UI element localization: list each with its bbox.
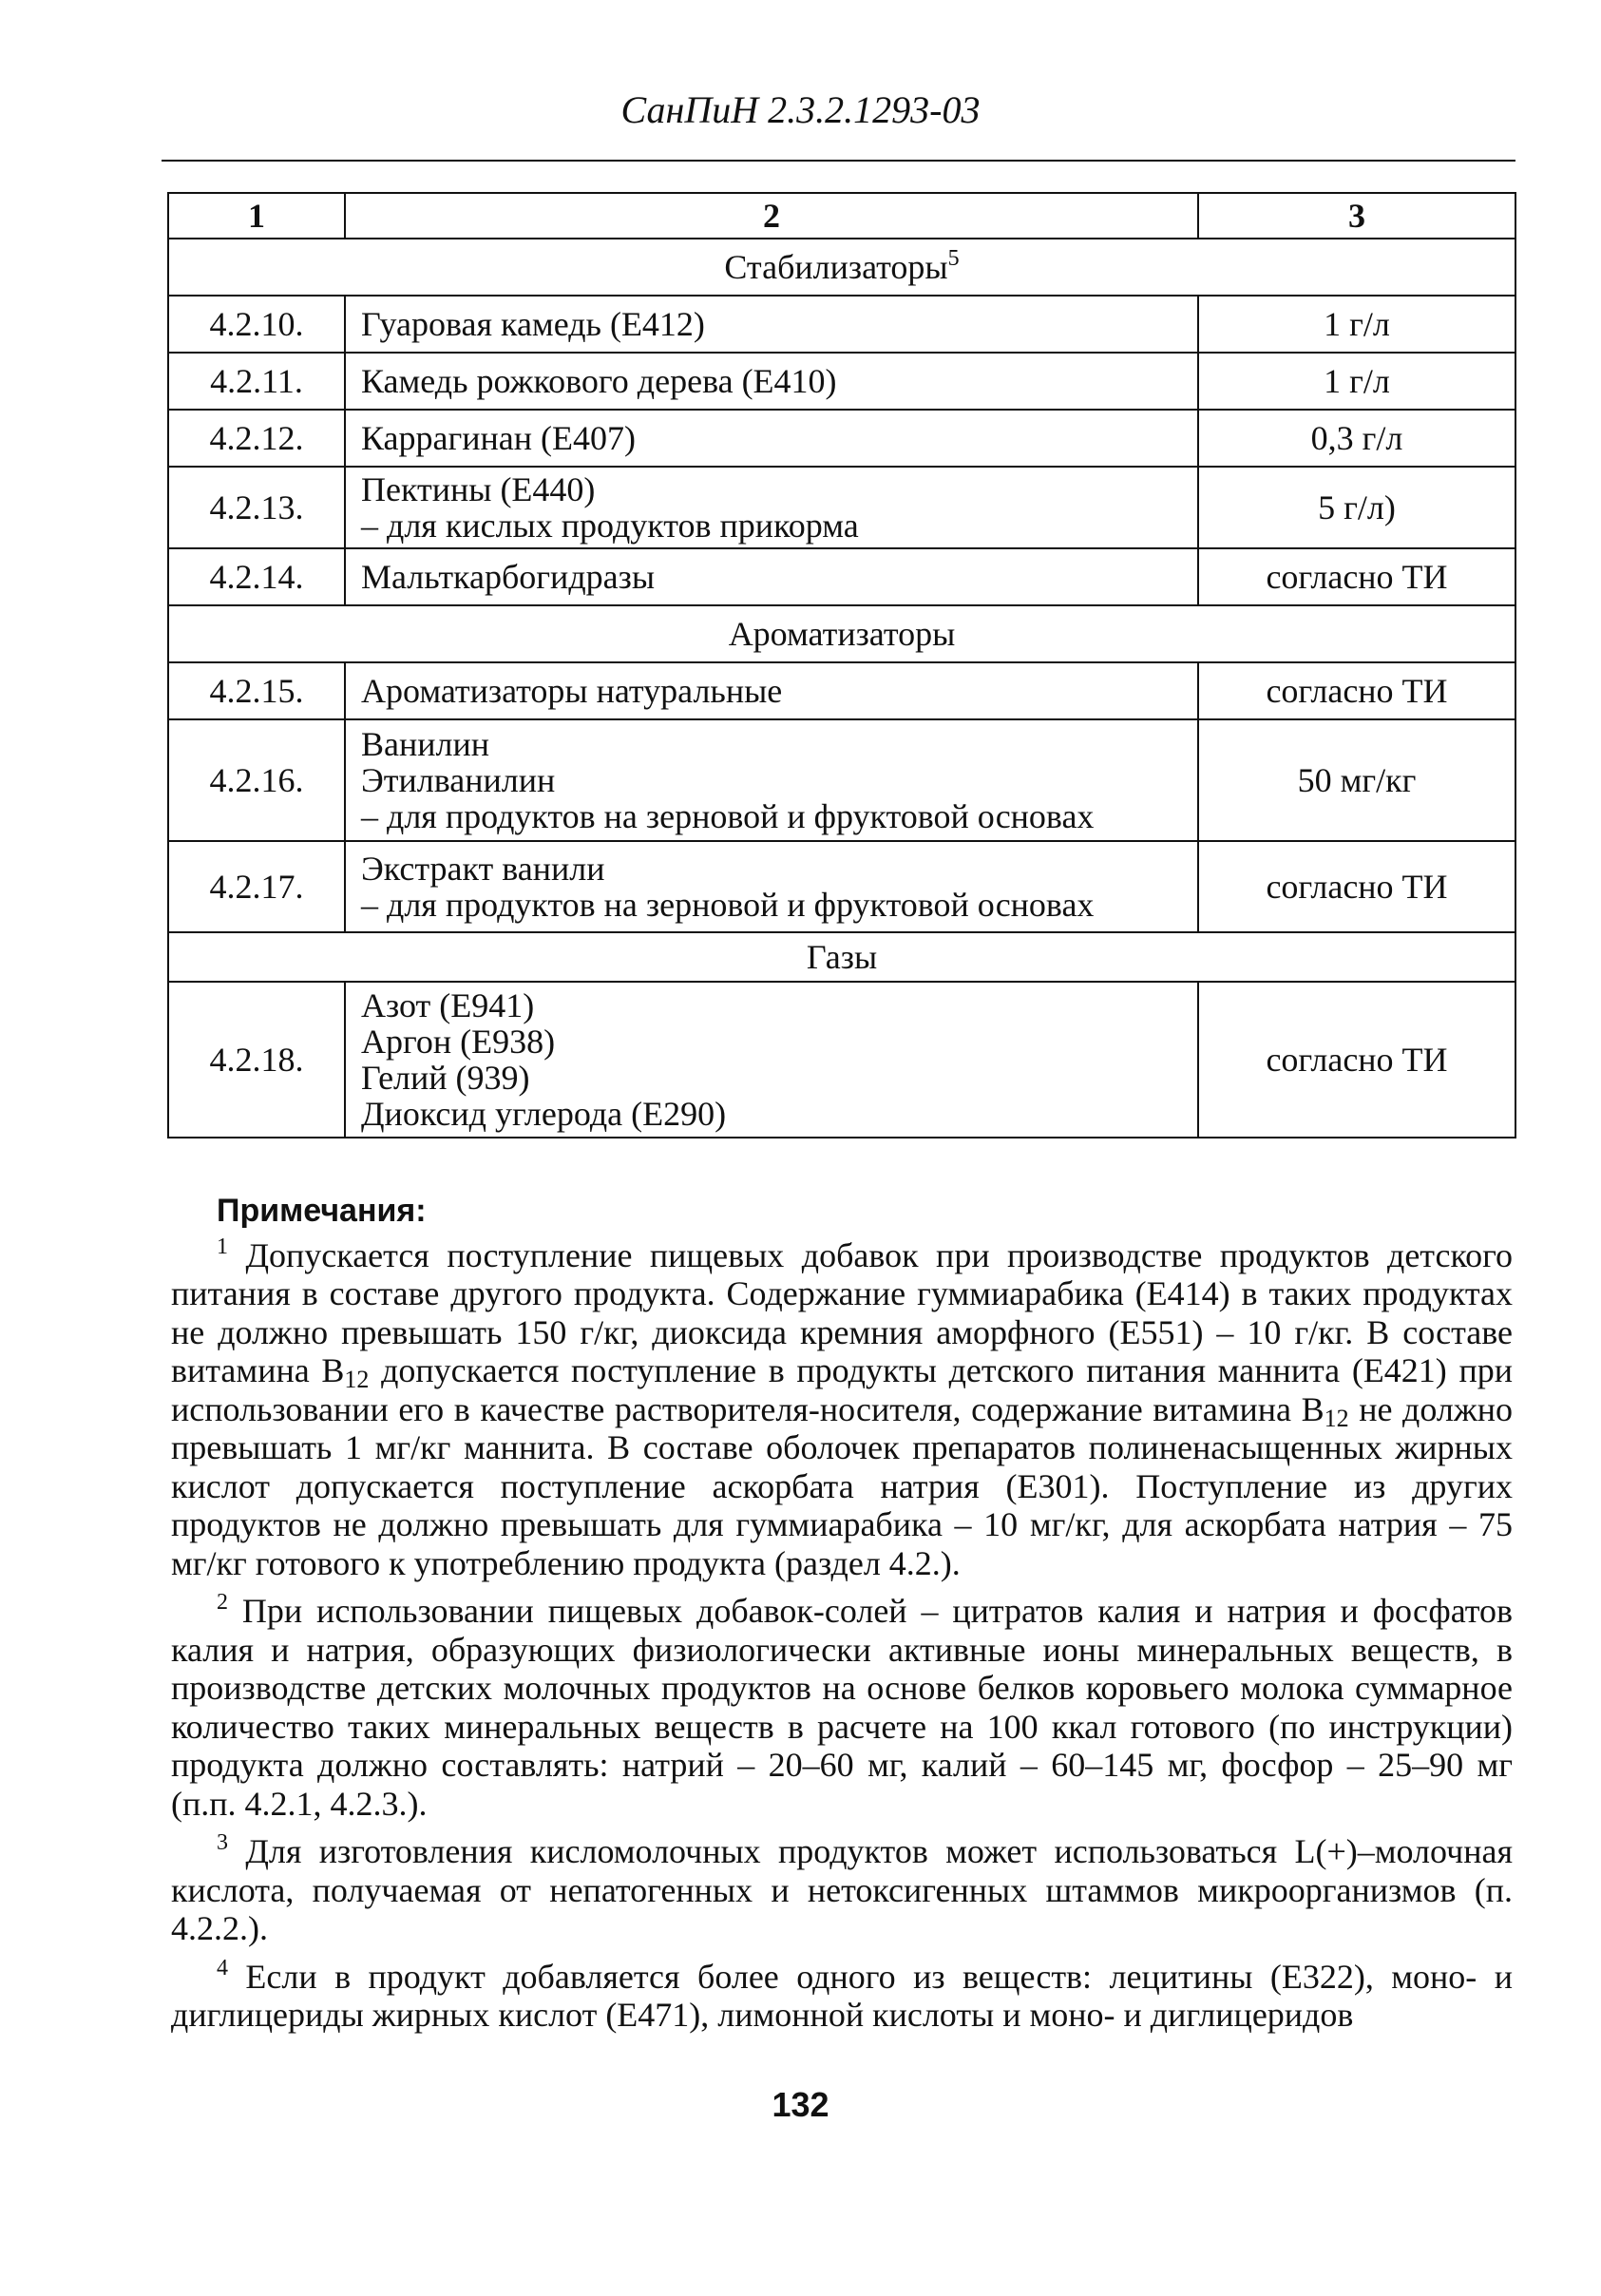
- section-title-text: Стабилизаторы: [724, 248, 948, 286]
- row-value: 5 г/л): [1198, 467, 1515, 548]
- section-title-flavorings: Ароматизаторы: [168, 605, 1515, 662]
- row-value: согласно ТИ: [1198, 662, 1515, 719]
- row-name: [345, 548, 1198, 605]
- row-number: 4.2.12.: [168, 410, 345, 467]
- subscript: 12: [1324, 1404, 1349, 1432]
- row-name: [345, 662, 1198, 719]
- note-text: не должно превышать 1 мг/кг маннита. В составе оболочек препаратов полиненасыщенных жирных кислот допускается поступление аскорбата натрия (Е301). Поступление из других продуктов не должно превышать для гуммиарабика – 10 мг/кг, для аскорбата натрия – 75 мг/кг готового к употреблению продукта (раздел 4.2.).: [171, 1389, 1513, 1582]
- row-number: 4.2.13.: [168, 467, 345, 548]
- row-number: 4.2.11.: [168, 353, 345, 410]
- footnote-marker: 4: [217, 1955, 228, 1980]
- footnote-marker: 1: [217, 1234, 228, 1259]
- row-number: 4.2.10.: [168, 296, 345, 353]
- footnote-marker: 5: [947, 246, 960, 271]
- section-row-flavorings: [168, 605, 1515, 662]
- row-name-line: Этилванилин: [361, 761, 556, 799]
- table-row: [168, 467, 1515, 548]
- row-name: [345, 467, 1198, 548]
- footnote-marker: 3: [217, 1830, 228, 1855]
- additives-table: [167, 192, 1516, 1138]
- table-row: [168, 410, 1515, 467]
- row-name-line: Мальткарбогидразы: [361, 558, 656, 596]
- note-2: [171, 1592, 1513, 1823]
- table-row: [168, 719, 1515, 841]
- row-name-line: – для продуктов на зерновой и фруктовой основах: [361, 886, 1095, 924]
- column-header-1: 1: [168, 193, 345, 239]
- note-text: При использовании пищевых добавок-солей – цитратов калия и натрия и фосфатов калия и натрия, образующих физиологически активные ионы минеральных веществ, в производстве детских молочных продуктов на основе белков коровьего молока суммарное количество таких минеральных веществ в расчете на 100 ккал готового (по инструкции) продукта должно составлять: натрий – 20–60 мг, калий – 60–145 мг, фосфор – 25–90 мг (п.п. 4.2.1, 4.2.3.).: [171, 1592, 1513, 1823]
- footnote-marker: 2: [217, 1590, 228, 1615]
- column-header-2: 2: [345, 193, 1198, 239]
- header-divider: [162, 160, 1515, 162]
- row-number: 4.2.17.: [168, 841, 345, 932]
- row-name-line: Гуаровая камедь (Е412): [361, 305, 705, 343]
- row-name-line: Диоксид углерода (Е290): [361, 1095, 727, 1133]
- row-name: [345, 410, 1198, 467]
- row-name-line: Азот (Е941): [361, 986, 535, 1024]
- table-row: [168, 353, 1515, 410]
- page-header-title: СанПиН 2.3.2.1293-03: [620, 88, 981, 131]
- row-name-line: – для продуктов на зерновой и фруктовой основах: [361, 797, 1095, 835]
- row-value: 1 г/л: [1198, 353, 1515, 410]
- note-3: [171, 1832, 1513, 1948]
- subscript: 12: [344, 1366, 370, 1393]
- row-number: 4.2.18.: [168, 982, 345, 1138]
- notes-section: [171, 1192, 1513, 2044]
- row-name-line: – для кислых продуктов прикорма: [361, 507, 859, 545]
- section-row-stabilizers: [168, 239, 1515, 296]
- row-name-line: Пектины (Е440): [361, 470, 596, 508]
- row-name-line: Аргон (Е938): [361, 1023, 556, 1061]
- table-row: [168, 662, 1515, 719]
- table-row: [168, 296, 1515, 353]
- section-title-stabilizers: [168, 239, 1515, 296]
- notes-title: Примечания:: [217, 1193, 427, 1229]
- row-number: 4.2.16.: [168, 719, 345, 841]
- row-name-line: Камедь рожкового дерева (Е410): [361, 362, 837, 400]
- row-name-line: Экстракт ванили: [361, 850, 605, 888]
- page-number: 132: [772, 2085, 829, 2124]
- note-text: Допускается поступление пищевых добавок при производстве продуктов детского питания в составе другого продукта. Содержание гуммиарабика (Е414) в таких продуктах не должно превышать 150 г/кг, диоксида кремния аморфного (Е551) – 10 г/кг. В составе витамина В: [171, 1235, 1513, 1389]
- note-text: Для изготовления кисломолочных продуктов может использоваться L(+)–молочная кислота, получаемая от непатогенных и нетоксигенных штаммов микроорганизмов (п. 4.2.2.).: [171, 1832, 1513, 1947]
- section-title-gases: Газы: [168, 932, 1515, 982]
- note-text: Если в продукт добавляется более одного из веществ: лецитины (Е322), моно- и диглицериды жирных кислот (Е471), лимонной кислоты и моно- и диглицеридов: [171, 1957, 1513, 2034]
- row-value: согласно ТИ: [1198, 982, 1515, 1138]
- row-name: [345, 982, 1198, 1138]
- note-1: [171, 1236, 1513, 1583]
- table-header-row: [168, 193, 1515, 239]
- row-name-line: Ванилин: [361, 725, 490, 763]
- row-value: согласно ТИ: [1198, 841, 1515, 932]
- row-number: 4.2.14.: [168, 548, 345, 605]
- row-number: 4.2.15.: [168, 662, 345, 719]
- table-row: [168, 982, 1515, 1138]
- column-header-3: 3: [1198, 193, 1515, 239]
- table-row: [168, 548, 1515, 605]
- section-row-gases: [168, 932, 1515, 982]
- row-value: согласно ТИ: [1198, 548, 1515, 605]
- row-name: [345, 719, 1198, 841]
- row-value: 1 г/л: [1198, 296, 1515, 353]
- note-4: [171, 1955, 1513, 2035]
- row-name-line: Гелий (939): [361, 1059, 530, 1097]
- row-name: [345, 353, 1198, 410]
- row-name: [345, 841, 1198, 932]
- row-name-line: Каррагинан (Е407): [361, 419, 637, 457]
- row-value: 0,3 г/л: [1198, 410, 1515, 467]
- table-row: [168, 841, 1515, 932]
- note-text: допускается поступление в продукты детского питания маннита (Е421) при использовании его в качестве растворителя-носителя, содержание витамина В: [171, 1351, 1513, 1428]
- row-value: 50 мг/кг: [1198, 719, 1515, 841]
- row-name-line: Ароматизаторы натуральные: [361, 672, 783, 710]
- row-name: [345, 296, 1198, 353]
